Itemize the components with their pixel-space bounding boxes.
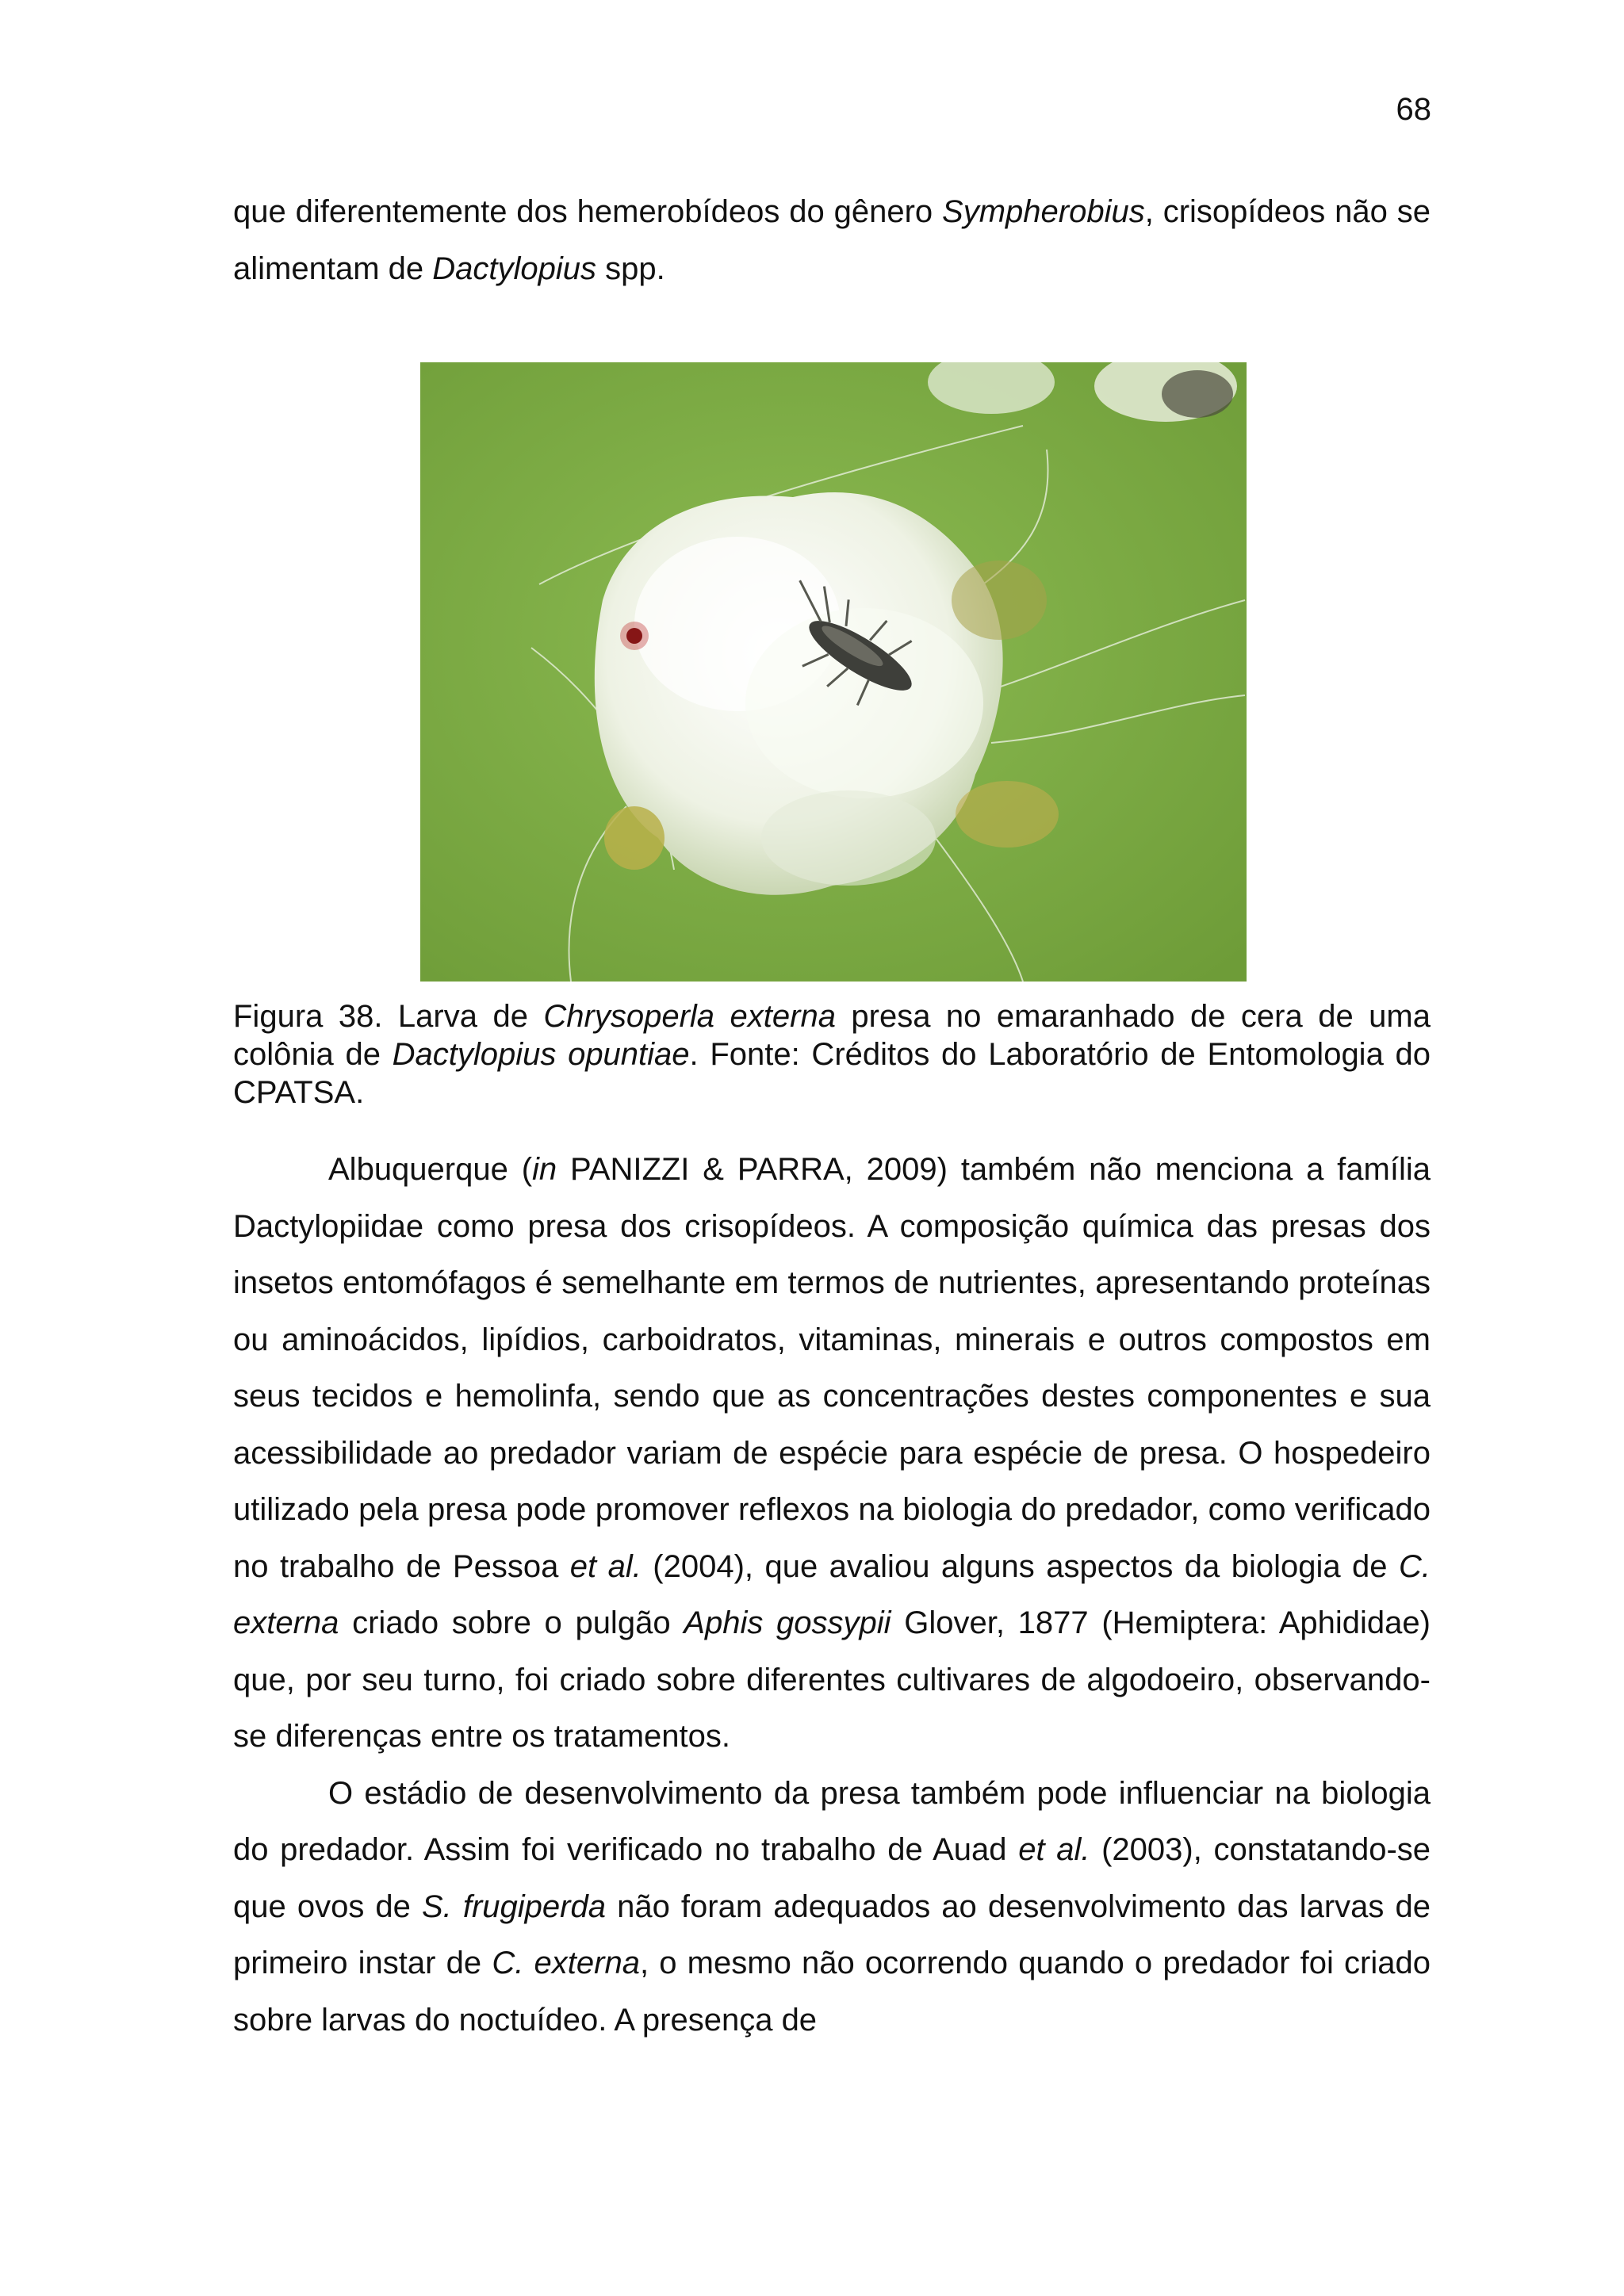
page-number: 68	[1396, 92, 1431, 127]
paragraph-1	[233, 1142, 1431, 1766]
italic-run: in	[532, 1152, 557, 1187]
text-run: Figura 38. Larva de	[233, 999, 544, 1034]
text-run: que diferentemente dos hemerobídeos do gênero	[233, 194, 943, 229]
text-run: criado sobre o pulgão	[339, 1605, 684, 1640]
text-run: Albuquerque (	[328, 1152, 533, 1187]
text-run: spp.	[596, 251, 665, 286]
italic-run: C. externa	[492, 1946, 640, 1980]
paragraph-2	[233, 1766, 1431, 2049]
text-run: (2003), constatando-se que ovos de	[233, 1832, 1431, 1924]
text-run: (2004), que avaliou alguns aspectos da biologia de	[641, 1548, 1400, 1584]
italic-run: S. frugiperda	[421, 1888, 606, 1924]
intro-paragraph	[233, 184, 1431, 297]
italic-run: et al.	[569, 1548, 642, 1584]
text-run: não foram adequados ao desenvolvimento das larvas de primeiro instar de	[233, 1888, 1431, 1980]
text-run: O estádio de desenvolvimento da presa também pode influenciar na biologia do predador. Assim foi verificado no trabalho de Auad	[233, 1775, 1431, 1867]
italic-run: et al.	[1018, 1832, 1090, 1867]
body-text	[233, 1142, 1431, 2049]
text-run: , o mesmo não ocorrendo quando o predador foi criado sobre larvas do noctuídeo. A presença de	[233, 1946, 1431, 2038]
text-run: Glover, 1877 (Hemiptera: Aphididae) que, por seu turno, foi criado sobre diferentes cultivares de algodoeiro, observando-se diferenças entre os tratamentos.	[233, 1605, 1431, 1754]
text-run: PANIZZI & PARRA, 2009) também não menciona a família Dactylopiidae como presa dos crisopídeos. A composição química das presas dos insetos entomófagos é semelhante em termos de nutrientes, apresentando proteínas ou aminoácidos, lipídios, carboidratos, vitaminas, minerais e outros compostos em seus tecidos e hemolinfa, sendo que as concentrações destes componentes e sua acessibilidade ao predador variam de espécie para espécie de presa. O hospedeiro utilizado pela presa pode promover reflexos na biologia do predador, como verificado no trabalho de Pessoa	[233, 1152, 1431, 1584]
italic-run: Dactylopius opuntiae	[392, 1037, 690, 1072]
italic-run: Aphis gossypii	[684, 1605, 891, 1640]
italic-run: Chrysoperla externa	[543, 999, 836, 1034]
larva-wax-photo	[420, 362, 1247, 982]
figure-photo	[420, 362, 1247, 982]
italic-run: C. externa	[233, 1548, 1431, 1640]
figure-caption	[233, 997, 1431, 1112]
text-run: . Fonte: Créditos do Laboratório de Entomologia do CPATSA.	[233, 1037, 1431, 1110]
italic-run: Dactylopius	[432, 251, 596, 286]
italic-run: Sympherobius	[942, 194, 1145, 229]
text-run: presa no emaranhado de cera de uma colônia de	[233, 999, 1431, 1072]
text-run: , crisopídeos não se alimentam de	[233, 194, 1431, 286]
